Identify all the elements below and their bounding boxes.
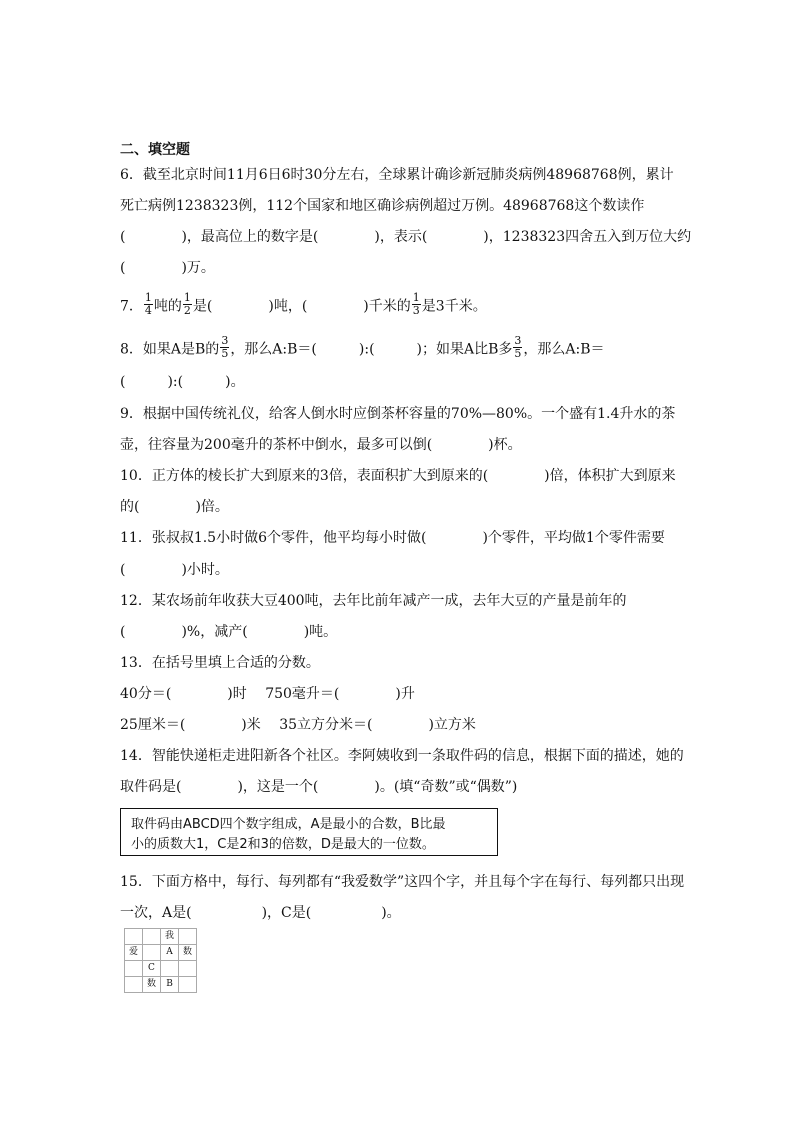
q8-text-2: ，那么A:B＝( ):( )；如果A比B多 — [230, 341, 513, 358]
q11-line-1: 11．张叔叔1.5小时做6个零件，他平均每小时做( )个零件，平均做1个零件需要 — [120, 530, 665, 546]
fraction-numerator: 3 — [221, 334, 229, 347]
grid-cell — [143, 929, 161, 945]
q6-line-3: ( )，最高位上的数字是( )，表示( )，1238323四舍五入到万位大约 — [120, 229, 692, 245]
q7-fraction-1 — [144, 292, 153, 317]
fraction-denominator: 5 — [221, 347, 229, 360]
word-square-grid — [124, 928, 197, 993]
fraction-numerator: 1 — [144, 291, 152, 304]
fraction-denominator: 5 — [514, 347, 522, 360]
grid-cell: 数 — [179, 945, 197, 961]
grid-cell — [179, 961, 197, 977]
q7-fraction-2 — [183, 292, 192, 317]
q14-box-line-1: 取件码由ABCD四个数字组成，A是最小的合数，B比最 — [131, 817, 446, 832]
fraction-denominator: 4 — [144, 304, 152, 317]
fraction-numerator: 1 — [412, 291, 420, 304]
q13-line-1: 13．在括号里填上合适的分数。 — [120, 655, 320, 671]
grid-cell — [125, 977, 143, 993]
q14-info-box — [120, 808, 498, 856]
q8-text-3: ，那么A:B＝ — [523, 341, 605, 358]
q10-line-2: 的( )倍。 — [120, 499, 229, 515]
q8-line-1 — [120, 334, 605, 362]
q7-prefix: 7． — [120, 298, 143, 315]
fraction-numerator: 1 — [183, 291, 191, 304]
q8-fraction-2 — [513, 335, 522, 360]
grid-cell: 我 — [161, 929, 179, 945]
grid-cell — [143, 945, 161, 961]
q13-line-3: 25厘米＝( )米 35立方分米＝( )立方米 — [120, 717, 476, 733]
fraction-denominator: 2 — [183, 304, 191, 317]
q9-line-2: 壶，往容量为200毫升的茶杯中倒水，最多可以倒( )杯。 — [120, 437, 522, 453]
q13-line-2: 40分＝( )时 750毫升＝( )升 — [120, 686, 415, 702]
q7-text-3: 是3千米。 — [421, 298, 487, 315]
q14-box-line-2: 小的质数大1，C是2和3的倍数，D是最大的一位数。 — [131, 837, 435, 852]
q9-line-1: 9．根据中国传统礼仪，给客人倒水时应倒茶杯容量的70%—80%。一个盛有1.4升水的茶 — [120, 406, 676, 422]
grid-row — [125, 929, 197, 945]
grid-cell — [161, 961, 179, 977]
q6-line-1: 6．截至北京时间11月6日6时30分左右，全球累计确诊新冠肺炎病例48968768例，累计 — [120, 167, 674, 183]
q6-line-4: ( )万。 — [120, 260, 215, 276]
grid-cell — [179, 977, 197, 993]
fraction-numerator: 3 — [514, 334, 522, 347]
q14-line-2: 取件码是( )，这是一个( )。(填“奇数”或“偶数”) — [120, 779, 518, 795]
section-title: 二、填空题 — [120, 142, 190, 158]
q7-fraction-3 — [412, 292, 421, 317]
q8-fraction-1 — [220, 335, 229, 360]
grid-cell: 数 — [143, 977, 161, 993]
q15-line-2: 一次，A是( )，C是( )。 — [120, 905, 401, 921]
q6-line-2: 死亡病例1238323例，112个国家和地区确诊病例超过万例。48968768这个数读作 — [120, 198, 645, 214]
q8-line-2: ( ):( )。 — [120, 374, 245, 390]
q7-text-1: 吨的 — [153, 298, 182, 315]
grid-row — [125, 977, 197, 993]
q11-line-2: ( )小时。 — [120, 562, 229, 578]
q10-line-1: 10．正方体的棱长扩大到原来的3倍，表面积扩大到原来的( )倍，体积扩大到原来 — [120, 468, 676, 484]
fraction-denominator: 3 — [412, 304, 420, 317]
grid-row — [125, 945, 197, 961]
grid-cell: A — [161, 945, 179, 961]
grid-row — [125, 961, 197, 977]
q12-line-2: ( )%，减产( )吨。 — [120, 624, 338, 640]
grid-cell: C — [143, 961, 161, 977]
q8-text-1: 8．如果A是B的 — [120, 341, 220, 358]
q15-line-1: 15．下面方格中，每行、每列都有“我爱数学”这四个字，并且每个字在每行、每列都只出现 — [120, 874, 685, 890]
q12-line-1: 12．某农场前年收获大豆400吨，去年比前年减产一成，去年大豆的产量是前年的 — [120, 593, 627, 609]
q7-line — [120, 291, 487, 319]
grid-cell: B — [161, 977, 179, 993]
q7-text-2: 是( )吨，( )千米的 — [192, 298, 411, 315]
grid-cell — [125, 929, 143, 945]
q14-line-1: 14．智能快递柜走进阳新各个社区。李阿姨收到一条取件码的信息，根据下面的描述，她的 — [120, 748, 684, 764]
grid-cell — [179, 929, 197, 945]
grid-cell — [125, 961, 143, 977]
grid-cell: 爱 — [125, 945, 143, 961]
